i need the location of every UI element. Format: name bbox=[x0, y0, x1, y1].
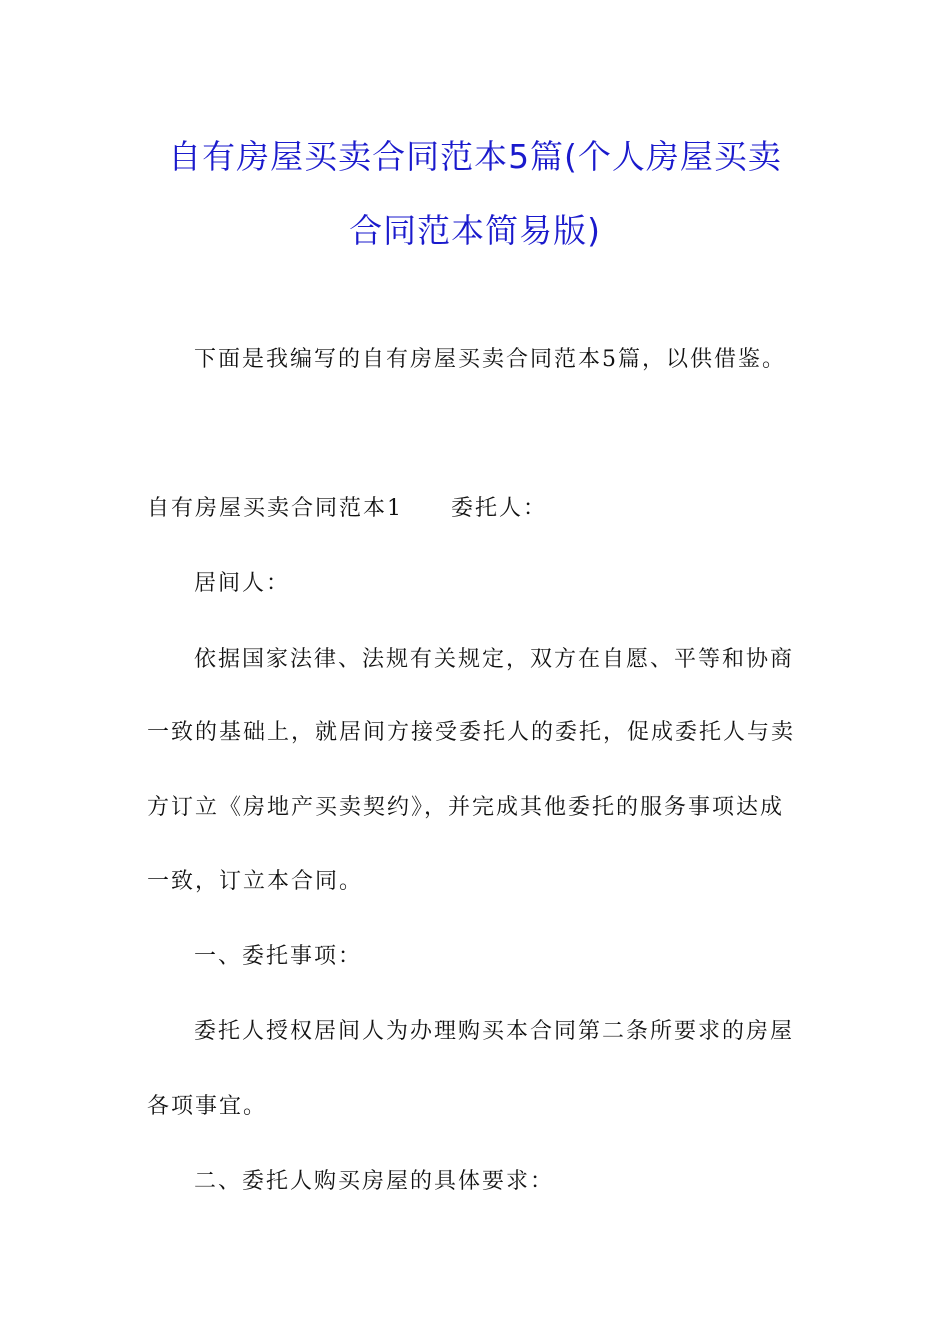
paragraph-line: 一致，订立本合同。 bbox=[147, 869, 364, 894]
paragraph-line: 依据国家法律、法规有关规定，双方在自愿、平等和协商 bbox=[194, 647, 795, 672]
document-title-line-1: 自有房屋买卖合同范本5篇(个人房屋买卖 bbox=[168, 137, 782, 176]
item-2-heading: 二、委托人购买房屋的具体要求： bbox=[194, 1169, 555, 1194]
paragraph-line: 方订立《房地产买卖契约》，并完成其他委托的服务事项达成 bbox=[147, 795, 785, 820]
client-label: 委托人： bbox=[451, 496, 548, 521]
document-title-line-2: 合同范本简易版) bbox=[349, 211, 601, 250]
intro-paragraph: 下面是我编写的自有房屋买卖合同范本5篇，以供借鉴。 bbox=[194, 347, 786, 372]
section-heading: 自有房屋买卖合同范本1 bbox=[147, 496, 403, 521]
broker-label: 居间人： bbox=[194, 571, 291, 596]
paragraph-line: 一致的基础上，就居间方接受委托人的委托，促成委托人与卖 bbox=[147, 720, 796, 745]
paragraph-line: 各项事宜。 bbox=[147, 1094, 268, 1119]
section-heading-row bbox=[147, 494, 547, 524]
item-1-heading: 一、委托事项： bbox=[194, 944, 363, 969]
paragraph-line: 委托人授权居间人为办理购买本合同第二条所要求的房屋 bbox=[194, 1019, 795, 1044]
